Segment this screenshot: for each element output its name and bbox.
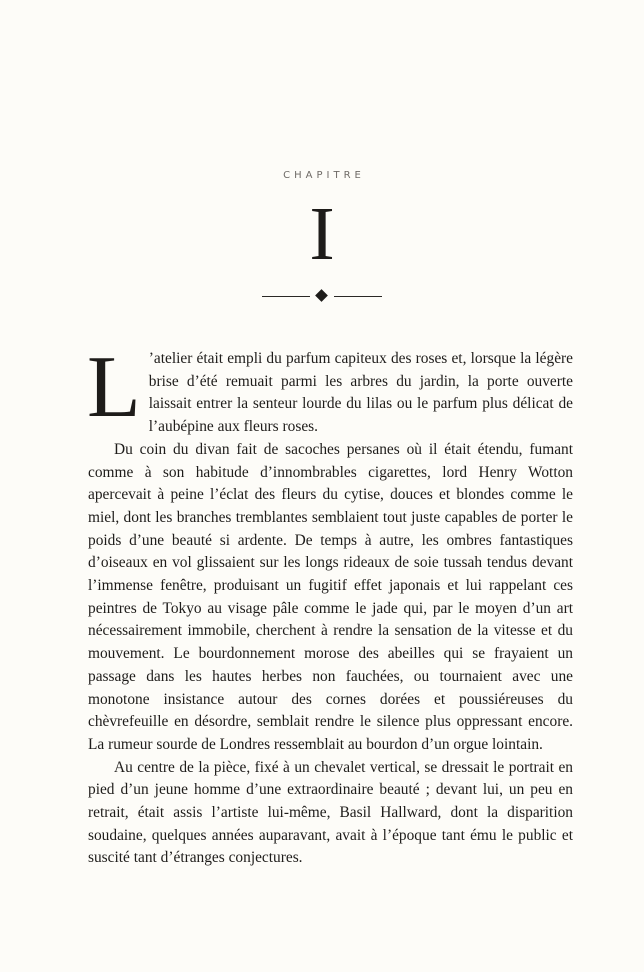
ornament-line-right (334, 296, 382, 297)
drop-cap: L (87, 339, 141, 436)
ornament-line-left (262, 296, 310, 297)
paragraph-1-text: ’atelier était empli du parfum capiteux des roses et, lorsque la légère brise d’été remuait parmi les arbres du jardin, la porte ouverte laissait entrer la senteur lourde du lilas ou le parfum plus délicat de l’aubépine aux fleurs roses. (148, 350, 573, 436)
chapter-number: I (309, 192, 335, 276)
chapter-label: CHAPITRE (283, 170, 365, 181)
chapter-ornament (262, 290, 382, 304)
paragraph-2: Du coin du divan fait de sacoches persanes où il était étendu, fumant comme à son habitude d’innombrables cigarettes, lord Henry Wotton apercevait à peine l’éclat des fleurs du cytise, douces et blondes comme le miel, dont les branches tremblantes semblaient tout juste capables de porter le poids d’une beauté si ardente. De temps à autre, les ombres fantastiques d’oiseaux en vol glissaient sur les longs rideaux de soie tussah tendus devant l’immense fenêtre, produisant un fugitif effet japonais et lui rappelant ces peintres de Tokyo au visage pâle comme le jade qui, par le moyen d’un art nécessairement immobile, cherchent à rendre la sensation de la vitesse et du mouvement. Le bourdonnement morose des abeilles qui se frayaient un passage dans les hautes herbes non fauchées, ou tournaient avec une monotone insistance autour des cornes dorées et poussiéreuses du chèvrefeuille en désordre, semblait rendre le silence plus oppressant encore. La rumeur sourde de Londres ressemblait au bourdon d’un orgue lointain. (88, 440, 573, 753)
chapter-text (87, 339, 573, 870)
diamond-icon (315, 289, 328, 302)
paragraph-1 (87, 339, 573, 439)
paragraph-3: Au centre de la pièce, fixé à un chevalet vertical, se dressait le portrait en pied d’un jeune homme d’une extraordinaire beauté ; devant lui, un peu en retrait, était assis l’artiste lui-même, Basil Hallward, dont la disparition soudaine, quelques années auparavant, avait à l’époque tant ému le public et suscité tant d’étranges conjectures. (88, 758, 573, 867)
